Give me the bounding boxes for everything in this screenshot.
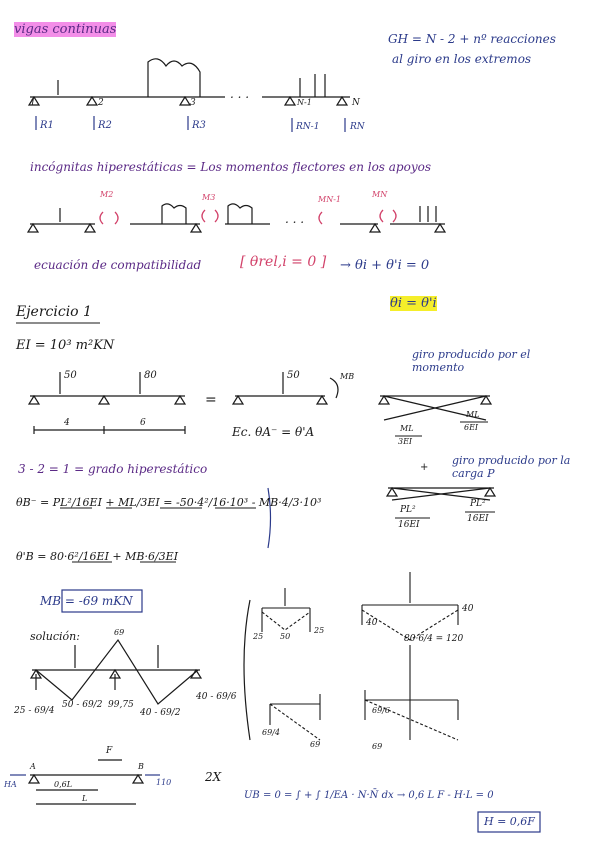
moment-label-m3: M3 [202,193,216,202]
right-val-69-4: 69/4 [262,728,280,737]
beam2-dots: . . . [285,212,305,226]
solucion-label: solución: [30,630,80,643]
sol-value-a: 25 - 69/4 [14,706,55,716]
ec-theta: Ec. θA⁻ = θ'A [232,425,315,439]
incognitas-line: incógnitas hiperestáticas = Los momentos flectores en los apoyos [30,160,431,174]
right-val-69-bottom: 69 [372,742,383,751]
beam-dots: . . . [230,87,250,101]
moment-label-mn-1: MN-1 [318,195,341,204]
bottom-label-f: F [106,746,113,756]
plus-sign: + [420,462,429,473]
ejercicio-title: Ejercicio 1 [16,304,92,320]
right-val-69: 69 [310,740,321,749]
support-label-1: 1 [30,98,36,108]
bottom-label-06l: 0,6L [54,780,73,789]
span-6: 6 [140,418,146,428]
frac-16ei-den-2: 16EI [467,514,489,524]
equals-sign: = [205,392,217,408]
compatibilidad-boxed: θi = θ'i [390,296,437,311]
giro-carga-note: giro producido por la carga P [452,454,571,480]
title-vigas-continuas: vigas continuas [14,22,117,37]
bottom-equation: UB = 0 = ∫ + ∫ 1/EA · N·N̄ dx → 0,6 L F - H·L = 0 [244,790,494,801]
right-val-69-6: 69/6 [372,706,390,715]
reaction-r1: R1 [40,120,54,131]
sol-value-b-left: 50 - 69/2 [62,700,103,710]
reaction-r2: R2 [98,120,112,131]
support-label-n-1: N-1 [297,98,312,107]
right-val-40-right: 40 [462,604,474,614]
sol-value-b: 99,75 [108,700,134,710]
sol-value-b-right: 40 - 69/2 [140,708,181,718]
bottom-label-ha: HA [4,780,17,789]
right-val-25-left: 25 [253,632,264,641]
moment-label-m2: M2 [100,190,114,199]
sol-value-69: 69 [114,628,125,637]
mb-label: MB [340,372,355,381]
compatibilidad-arrow-eq: → θi + θ'i = 0 [340,258,430,273]
bottom-label-b: B [138,762,144,771]
span-4: 4 [64,418,70,428]
compatibilidad-bracket: [ θrel,i = 0 ] [240,254,327,270]
load-50-left-span: 50 [287,370,300,381]
equation-theta-b-minus: θB⁻ = PL²/16EI + ML/3EI = -50·4²/16·10³ - MB·4/3·10³ [16,496,322,509]
ejercicio-ei: EI = 10³ m²KN [16,338,115,353]
grado-hiperestatico: 3 - 2 = 1 = grado hiperestático [18,462,208,476]
frac-6ei-den: 6EI [464,423,479,432]
reaction-rn-1: RN-1 [296,122,320,132]
bottom-result: H = 0,6F [484,815,535,828]
frac-pl2-num-2: PL² [470,499,486,509]
reaction-rn: RN [350,122,365,132]
bottom-label-l: L [82,794,88,803]
equation-theta-b-prime: θ'B = 80·6²/16EI + MB·6/3EI [16,550,179,563]
support-label-2: 2 [98,98,104,108]
bottom-label-2x: 2X [205,770,222,784]
moment-label-mn: MN [372,190,388,199]
result-mb: MB = -69 mKN [40,594,133,608]
support-label-n: N [352,98,360,108]
right-val-120: 80·6/4 = 120 [404,634,464,644]
gh-formula-line2: al giro en los extremos [392,52,532,66]
bottom-label-110: 110 [156,778,172,787]
compatibilidad-label: ecuación de compatibilidad [34,258,202,272]
load-80: 80 [144,370,157,381]
support-label-3: 3 [190,98,196,108]
sol-value-c: 40 - 69/6 [196,692,237,702]
right-val-25-right: 25 [314,626,325,635]
gh-formula-line1: GH = N - 2 + nº reacciones [388,32,556,46]
frac-ml-num: ML [400,424,414,433]
load-50: 50 [64,370,77,381]
reaction-r3: R3 [192,120,206,131]
frac-3ei-den: 3EI [398,437,413,446]
frac-pl2-num: PL² [400,505,416,515]
frac-16ei-den: 16EI [398,520,420,530]
bottom-label-a: A [30,762,36,771]
giro-momento-note: giro producido por el momento [412,348,531,374]
right-val-50: 50 [280,632,291,641]
frac-ml-num-2: ML [466,410,480,419]
right-val-40-left: 40 [366,618,378,628]
